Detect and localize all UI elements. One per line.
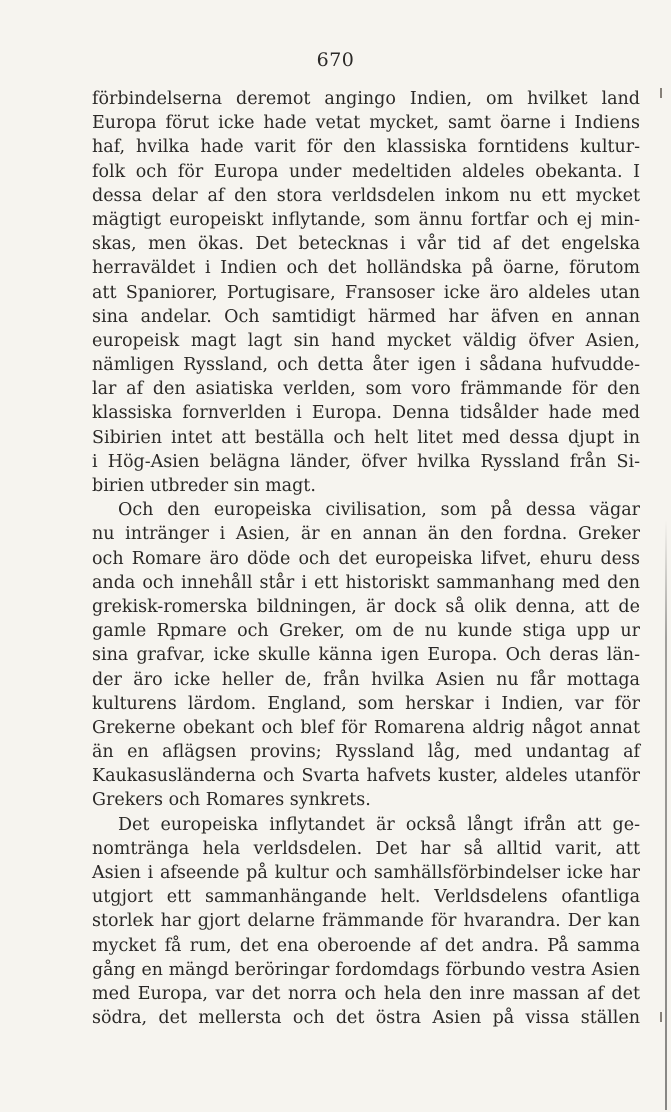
text-line: nu intränger i Asien, är en annan än den fordna. Greker (92, 524, 640, 545)
text-line: grekisk-romerska bildningen, är dock så olik denna, att de (92, 596, 640, 617)
text-line: med Europa, var det norra och hela den inre massan af det (92, 983, 640, 1004)
text-line: förbindelserna deremot angingo Indien, om hvilket land (92, 89, 640, 109)
text-line: herraväldet i Indien och det holländska på öarne, förutom (92, 258, 640, 279)
text-line: folk och för Europa under medeltiden aldeles obekanta. I (92, 161, 640, 182)
text-line: klassiska fornverlden i Europa. Denna tidsålder hade med (92, 403, 640, 424)
text-line: storlek har gjort delarne främmande för hvarandra. Der kan (92, 911, 640, 932)
page-edge-mark (660, 1012, 662, 1022)
text-line: södra, det mellersta och det östra Asien på vissa ställen (92, 1008, 640, 1029)
page-edge-mark (660, 88, 662, 98)
page-number: 670 (316, 49, 355, 71)
text-line: att Spaniorer, Portugisare, Fransoser icke äro aldeles utan (92, 282, 640, 303)
text-line: Europa förut icke hade vetat mycket, samt öarne i Indiens (92, 113, 640, 134)
text-line: der äro icke heller de, från hvilka Asien nu får mottaga (92, 669, 640, 690)
text-line: anda och innehåll står i ett historiskt sammanhang med den (92, 572, 640, 593)
text-line: Grekerne obekant och blef för Romarena aldrig något annat (92, 717, 640, 738)
text-line: Det europeiska inflytandet är också långt ifrån att ge- (118, 814, 640, 835)
text-line: kulturens lärdom. England, som herskar i Indien, var för (92, 693, 640, 714)
text-line: i Hög-Asien belägna länder, öfver hvilka Ryssland från Si- (92, 451, 640, 472)
text-line: sina grafvar, icke skulle känna igen Europa. Och deras län- (92, 645, 640, 666)
text-line: birien utbreder sin magt. (92, 476, 316, 496)
text-line: dessa delar af den stora verldsdelen inkom nu ett mycket (92, 185, 640, 206)
text-line: gång en mängd beröringar fordomdags förbundo vestra Asien (92, 959, 640, 980)
text-line: haf, hvilka hade varit för den klassiska forntidens kultur- (92, 137, 640, 158)
text-line: utgjort ett sammanhängande helt. Verldsdelens ofantliga (92, 887, 640, 908)
text-line: Asien i afseende på kultur och samhällsförbindelser icke har (92, 863, 640, 883)
text-line: och Romare äro döde och det europeiska lifvet, ehuru dess (92, 548, 640, 569)
text-line: nämligen Ryssland, och detta åter igen i sådana hufvudde- (92, 355, 640, 376)
text-line: nomtränga hela verldsdelen. Det har så alltid varit, att (92, 838, 640, 859)
text-line: Sibirien intet att beställa och helt litet med dessa djupt in (92, 427, 640, 448)
text-line: sina andelar. Och samtidigt härmed har äfven en annan (92, 306, 640, 327)
text-line: mycket få rum, det ena oberoende af det andra. På samma (92, 935, 640, 956)
text-line: skas, men ökas. Det betecknas i vår tid af det engelska (92, 234, 640, 255)
body-text (92, 87, 640, 1030)
text-line: lar af den asiatiska verlden, som voro främmande för den (92, 379, 640, 400)
text-line: än en aflägsen provins; Ryssland låg, med undantag af (92, 742, 640, 763)
text-line: mägtigt europeiskt inflytande, som ännu fortfar och ej min- (92, 209, 640, 230)
text-line: Och den europeiska civilisation, som på dessa vägar (118, 500, 640, 521)
text-line: europeisk magt lagt sin hand mycket väldig öfver Asien, (92, 330, 640, 351)
text-line: Kaukasusländerna och Svarta hafvets kuster, aldeles utanför (92, 766, 640, 787)
page-edge-shadow (665, 520, 667, 1110)
text-line: gamle Rpmare och Greker, om de nu kunde stiga upp ur (92, 621, 640, 642)
text-line: Grekers och Romares synkrets. (92, 790, 371, 811)
